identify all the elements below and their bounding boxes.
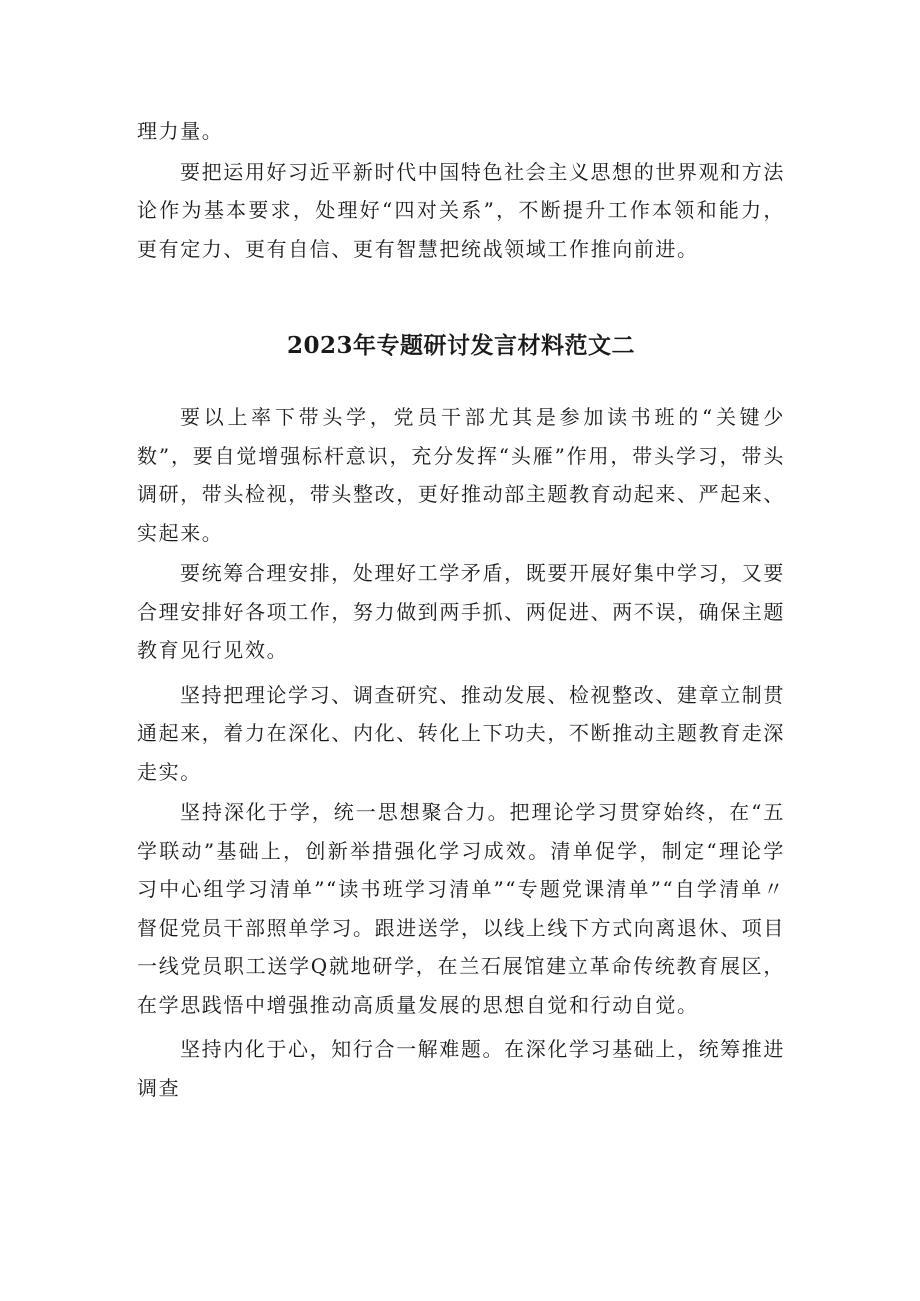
paragraph-integrate-theory: 坚持把理论学习、调查研究、推动发展、检视整改、建章立制贯通起来，着力在深化、内化、转化上下功夫，不断推动主题教育走深走实。: [137, 682, 785, 784]
paragraph-continuation: 理力量。: [137, 119, 224, 143]
paragraph-internalize: 坚持内化于心，知行合一解难题。在深化学习基础上，统筹推进调查: [137, 1037, 785, 1100]
section-title: 2023年专题研讨发言材料范文二: [286, 332, 635, 359]
paragraph-lead-by-example: 要以上率下带头学，党员干部尤其是参加读书班的“关键少数”，要自觉增强标杆意识，充分发挥“头雁”作用，带头学习，带头调研，带头检视，带头整改，更好推动部主题教育动起来、严起来、实起来。: [137, 405, 785, 545]
paragraph-overall-planning: 要统筹合理安排，处理好工学矛盾，既要开展好集中学习，又要合理安排好各项工作，努力做到两手抓、两促进、两不误，确保主题教育见行见效。: [137, 561, 785, 662]
document-page: [137, 112, 785, 1107]
paragraph-deepen-study: 坚持深化于学，统一思想聚合力。把理论学习贯穿始终，在“五学联动”基础上，创新举措强化学习成效。清单促学，制定“理论学习中心组学习清单”“读书班学习清单”“专题党课清单”“自学清单〃督促党员干部照单学习。跟进送学，以线上线下方式向离退休、项目一线党员职工送学Q就地研学，在兰石展馆建立革命传统教育展区，在学思践悟中增强推动高质量发展的思想自觉和行动自觉。: [137, 800, 785, 1017]
paragraph-worldview-methodology: 要把运用好习近平新时代中国特色社会主义思想的世界观和方法论作为基本要求，处理好“四对关系”，不断提升工作本领和能力，更有定力、更有自信、更有智慧把统战领域工作推向前进。: [137, 159, 785, 261]
